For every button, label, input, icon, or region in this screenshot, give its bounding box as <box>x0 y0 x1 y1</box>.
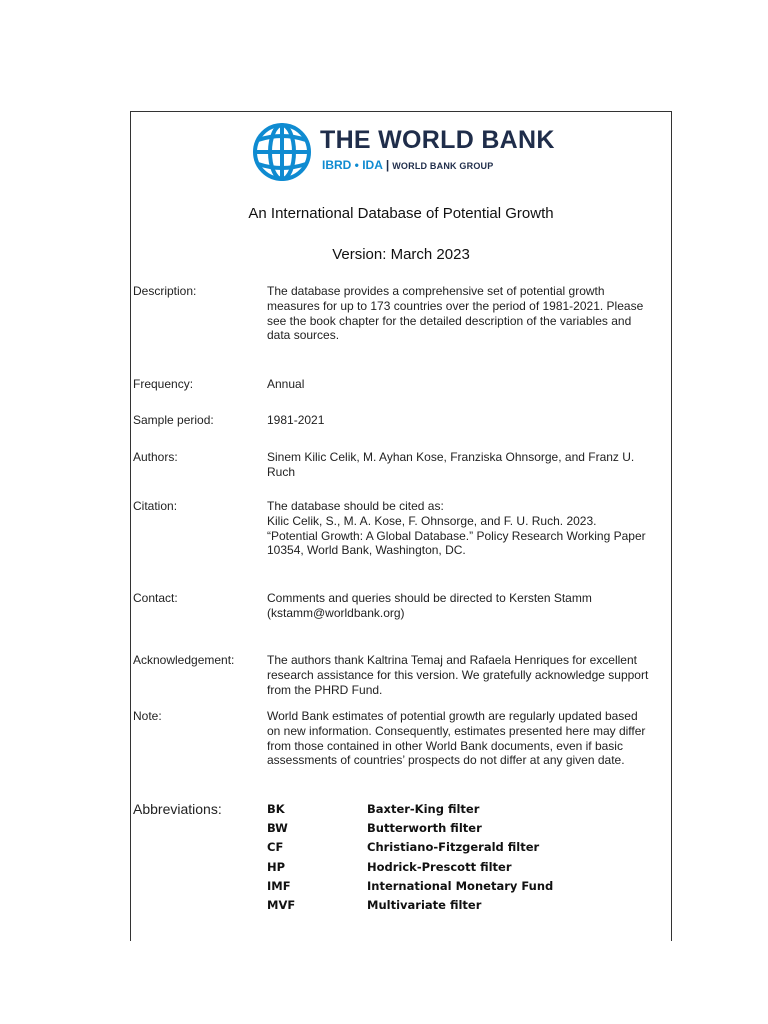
abbreviation-code: CF <box>267 840 284 854</box>
contact-line: Comments and queries should be directed to Kersten Stamm <box>267 591 592 605</box>
description-line: see the book chapter for the detailed description of the variables and <box>267 313 632 328</box>
logo-separator: | <box>385 158 390 172</box>
citation-line: The database should be cited as: <box>267 499 444 513</box>
citation-label: Citation: <box>133 499 178 513</box>
contact-label: Contact: <box>133 591 178 605</box>
frequency-label: Frequency: <box>133 377 194 391</box>
abbreviation-code: IMF <box>267 879 291 893</box>
note-line: World Bank estimates of potential growth are regularly updated based <box>267 709 638 723</box>
acknowledgement-line: The authors thank Kaltrina Temaj and Rafaela Henriques for excellent <box>267 653 637 667</box>
logo-ibrd-ida: IBRD • IDA <box>322 158 383 172</box>
authors-label: Authors: <box>133 450 178 464</box>
logo-subtitle <box>322 158 493 172</box>
abbreviation-code: BK <box>267 802 285 816</box>
abbreviation-code: HP <box>267 860 286 874</box>
logo-wbg: WORLD BANK GROUP <box>392 161 494 171</box>
page-title: An International Database of Potential Growth <box>248 205 554 222</box>
contact-value <box>267 591 669 621</box>
logo-title: THE WORLD BANK <box>320 126 555 154</box>
description-line: measures for up to 173 countries over the period of 1981-2021. Please <box>267 298 644 313</box>
note-line: from those contained in other World Bank documents, even if basic <box>267 738 623 753</box>
abbreviation-full: Hodrick-Prescott filter <box>367 860 512 874</box>
world-bank-logo <box>250 120 580 184</box>
citation-value <box>267 499 669 558</box>
acknowledgement-value <box>267 653 669 697</box>
authors-line: Sinem Kilic Celik, M. Ayhan Kose, Franziska Ohnsorge, and Franz U. <box>267 450 635 464</box>
acknowledgement-line: research assistance for this version. We gratefully acknowledge support <box>267 667 649 682</box>
authors-line: Ruch <box>267 464 296 479</box>
contact-line: (kstamm@worldbank.org) <box>267 605 405 620</box>
citation-line: Kilic Celik, S., M. A. Kose, F. Ohnsorge, and F. U. Ruch. 2023. <box>267 513 597 528</box>
abbreviation-full: Christiano-Fitzgerald filter <box>367 840 540 854</box>
abbreviation-full: Butterworth filter <box>367 821 482 835</box>
abbreviations-label: Abbreviations: <box>133 801 222 817</box>
acknowledgement-line: from the PHRD Fund. <box>267 682 383 697</box>
note-label: Note: <box>133 709 162 723</box>
abbreviation-code: BW <box>267 821 288 835</box>
description-line: data sources. <box>267 328 340 343</box>
version-title: Version: March 2023 <box>332 246 470 263</box>
abbreviation-code: MVF <box>267 898 296 912</box>
authors-value <box>267 450 669 480</box>
acknowledgement-label: Acknowledgement: <box>133 653 235 667</box>
description-value <box>267 284 669 343</box>
frequency-value: Annual <box>267 377 305 391</box>
description-line: The database provides a comprehensive set of potential growth <box>267 284 605 298</box>
citation-line: 10354, World Bank, Washington, DC. <box>267 543 466 558</box>
abbreviation-full: Baxter-King filter <box>367 802 480 816</box>
note-value <box>267 709 669 768</box>
note-line: on new information. Consequently, estimates presented here may differ <box>267 723 646 738</box>
citation-line: “Potential Growth: A Global Database.” Policy Research Working Paper <box>267 528 646 543</box>
note-line: assessments of countries’ prospects do not differ at any given date. <box>267 753 625 768</box>
sample-period-label: Sample period: <box>133 413 214 427</box>
sample-period-value: 1981-2021 <box>267 413 325 427</box>
globe-icon <box>250 120 314 184</box>
abbreviation-full: Multivariate filter <box>367 898 482 912</box>
abbreviation-full: International Monetary Fund <box>367 879 554 893</box>
description-label: Description: <box>133 284 197 298</box>
